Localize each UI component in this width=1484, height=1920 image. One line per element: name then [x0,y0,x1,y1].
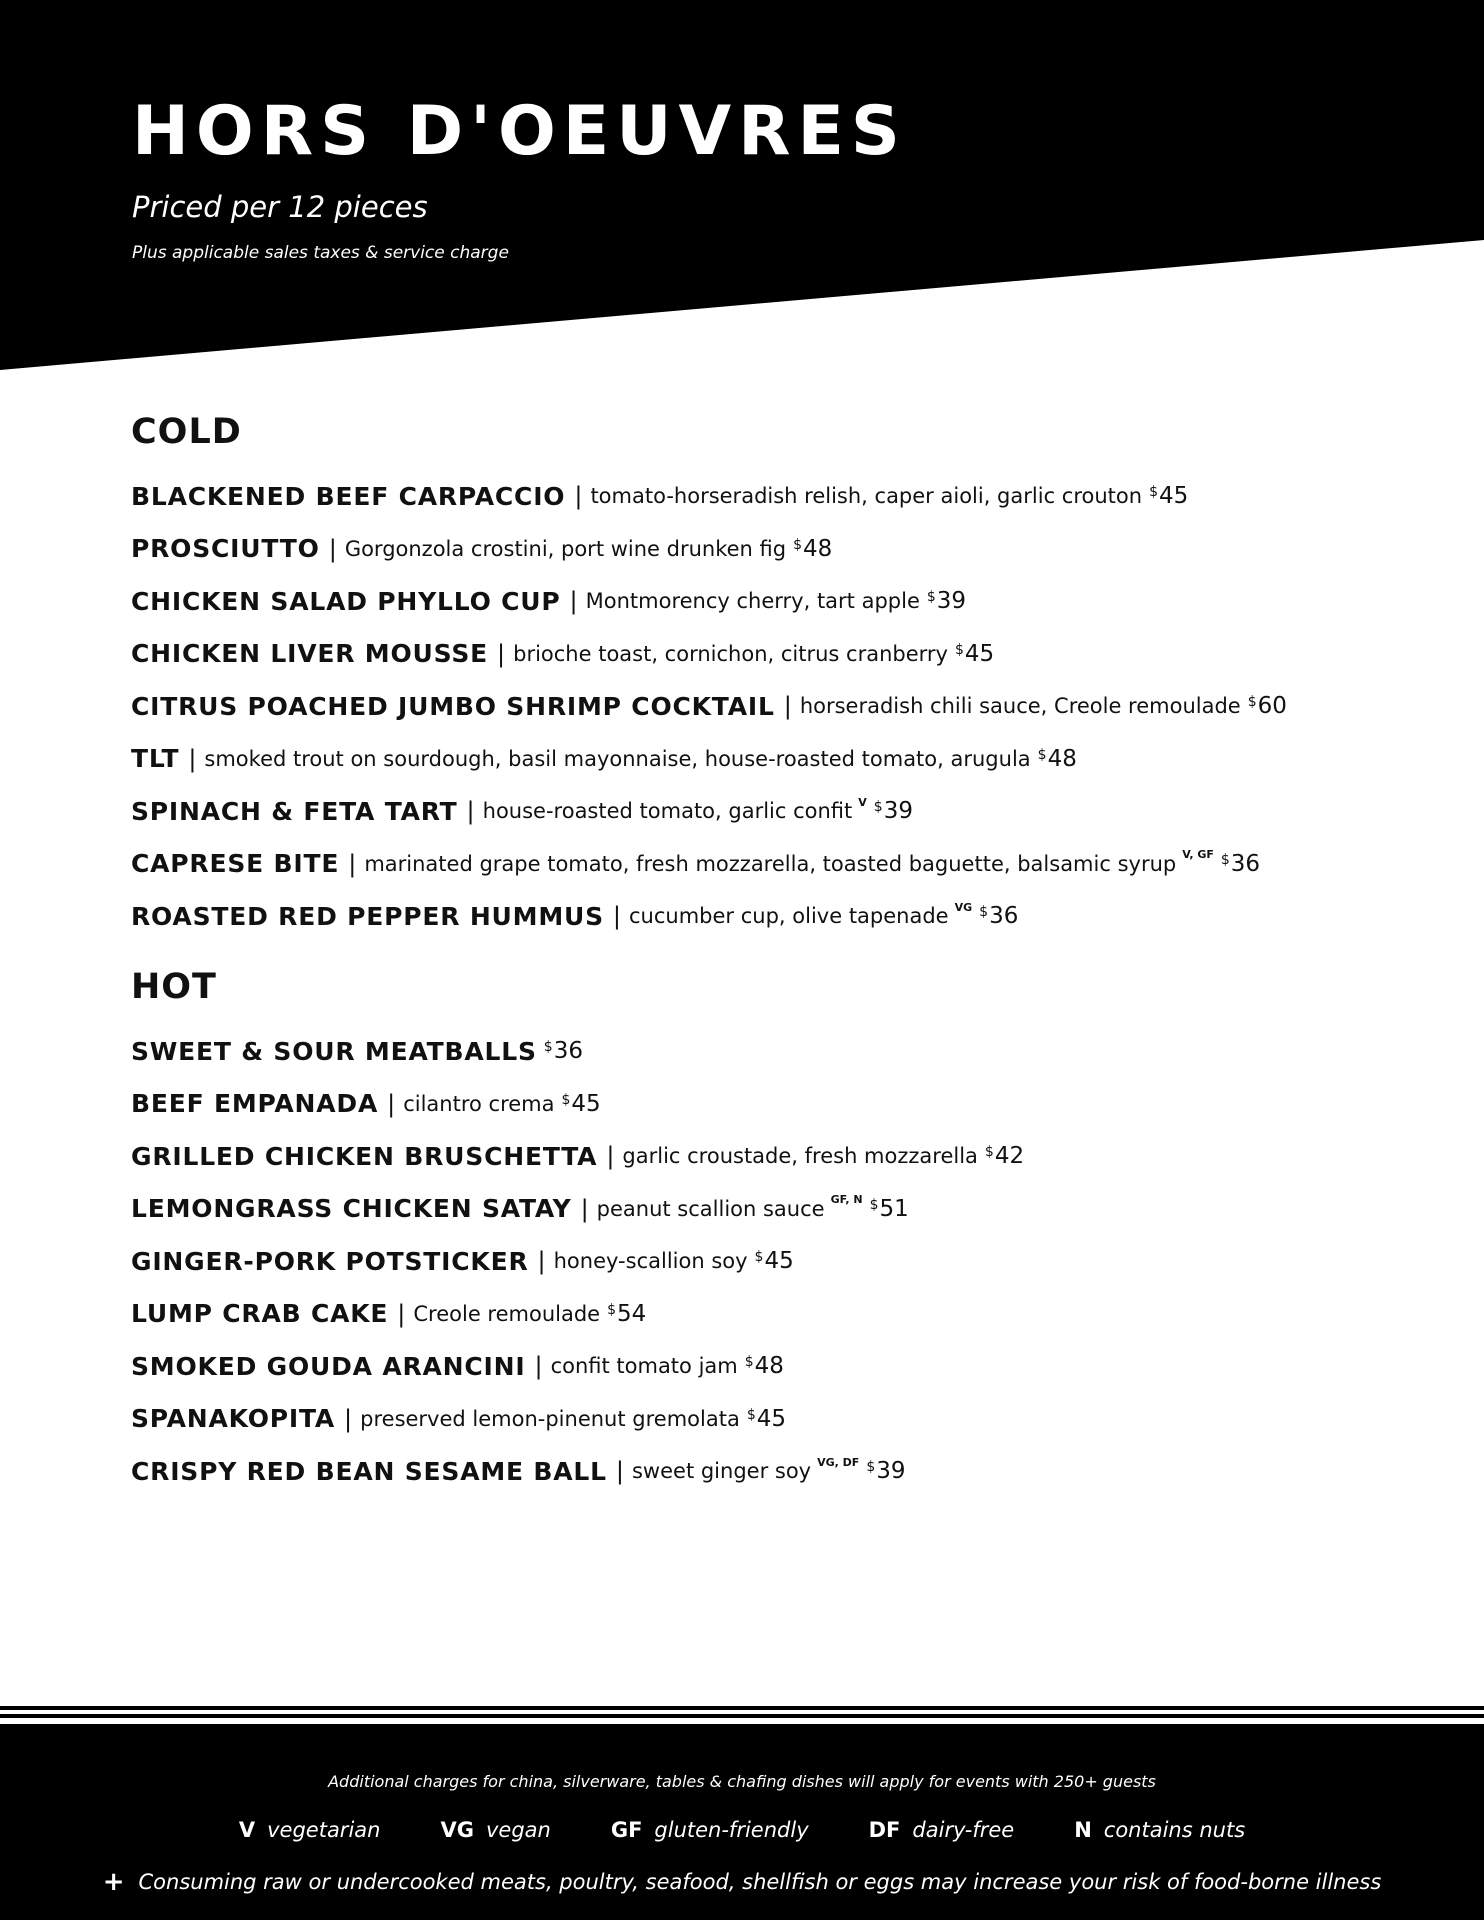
dollar-sign: $ [869,1196,879,1213]
dietary-legend [0,1818,1484,1842]
item-price [607,1301,646,1327]
price-value: 36 [1230,850,1261,877]
legend-label: vegan [485,1818,551,1842]
item-price [874,798,913,824]
warning-text: Consuming raw or undercooked meats, poultry, seafood, shellfish or eggs may increase your risk of food-borne illness [138,1870,1382,1894]
item-description: confit tomato jam [550,1354,738,1379]
item-price [793,536,832,562]
item-separator: | [537,1247,546,1276]
item-name: TLT [131,744,180,774]
item-name: CAPRESE BITE [131,849,340,879]
item-name: CITRUS POACHED JUMBO SHRIMP COCKTAIL [131,691,775,721]
section-cold [131,408,1431,943]
legend-code: DF [868,1818,901,1842]
item-description: Gorgonzola crostini, port wine drunken fig [344,536,787,561]
menu-item [131,1235,1431,1288]
legend-item [869,1818,1015,1842]
item-dietary-tags: VG, DF [817,1455,860,1469]
menu-item [131,890,1431,943]
item-description: Montmorency cherry, tart apple [585,589,920,614]
dollar-sign: $ [746,1406,756,1423]
legend-code: VG [440,1818,474,1842]
dollar-sign: $ [979,904,989,921]
menu-item [131,1393,1431,1446]
dollar-sign: $ [954,641,964,658]
menu-item [131,733,1431,786]
item-description: marinated grape tomato, fresh mozzarella, toasted baguette, balsamic syrup [364,851,1177,876]
item-description: garlic croustade, fresh mozzarella [622,1144,978,1169]
price-value: 48 [803,535,833,562]
legend-label: vegetarian [267,1818,381,1842]
dollar-sign: $ [793,536,803,553]
food-safety-warning [0,1867,1484,1897]
legend-label: gluten-friendly [654,1818,809,1842]
menu-item [131,680,1431,733]
dollar-sign: $ [1149,484,1158,501]
dollar-sign: $ [1220,851,1230,868]
item-price [1038,746,1077,772]
menu-item [131,523,1431,576]
price-value: 39 [883,798,913,825]
dollar-sign: $ [744,1354,754,1371]
item-description: horseradish chili sauce, Creole remoulade [799,694,1241,719]
price-value: 60 [1257,693,1287,720]
dollar-sign: $ [607,1301,617,1318]
price-value: 45 [764,1248,794,1275]
item-description: honey-scallion soy [553,1249,748,1274]
price-value: 45 [1158,483,1189,510]
item-price [562,1091,601,1117]
item-name: LEMONGRASS CHICKEN SATAY [131,1194,572,1224]
item-separator: | [497,639,506,668]
dollar-sign: $ [754,1249,764,1266]
menu-item [131,1445,1431,1498]
header-band [0,0,1484,370]
menu-item [131,1078,1431,1131]
price-value: 42 [994,1143,1025,1170]
item-description: smoked trout on sourdough, basil mayonnaise, house-roasted tomato, arugula [204,746,1031,771]
dollar-sign: $ [873,799,883,816]
item-dietary-tags: V [858,795,867,809]
plus-icon: + [102,1867,125,1897]
item-price [544,1038,583,1064]
dollar-sign: $ [1247,694,1257,711]
item-separator: | [344,1404,353,1433]
item-name: LUMP CRAB CAKE [131,1299,389,1329]
item-description: sweet ginger soy [631,1459,812,1484]
price-value: 51 [879,1195,909,1222]
item-price [870,1196,909,1222]
item-name: CHICKEN LIVER MOUSSE [131,639,489,669]
item-separator: | [783,692,792,721]
item-price [979,903,1018,929]
dollar-sign: $ [1037,746,1047,763]
item-price [955,641,994,667]
legend-code: GF [610,1818,643,1842]
menu-item [131,1130,1431,1183]
item-separator: | [188,744,197,773]
dollar-sign: $ [866,1459,876,1476]
item-description: Creole remoulade [413,1301,601,1326]
cold-item-list [131,470,1431,943]
legend-code: N [1074,1818,1092,1842]
dollar-sign: $ [926,589,936,606]
item-price [1149,483,1188,509]
dollar-sign: $ [984,1144,994,1161]
item-price [927,588,966,614]
price-value: 54 [617,1300,647,1327]
menu-item [131,1288,1431,1341]
dollar-sign: $ [561,1091,571,1108]
item-separator: | [580,1194,589,1223]
item-name: SPINACH & FETA TART [131,796,458,826]
page-title: HORS D'OEUVRES [132,92,907,171]
item-separator: | [612,902,622,931]
item-price [985,1143,1024,1169]
item-price [747,1406,786,1432]
section-title-hot: HOT [131,967,217,1007]
item-separator: | [348,849,357,878]
item-separator: | [387,1089,396,1118]
menu-item [131,785,1431,838]
item-dietary-tags: VG [954,900,973,914]
item-name: CHICKEN SALAD PHYLLO CUP [131,586,561,616]
legend-item [239,1818,381,1842]
legend-label: contains nuts [1103,1818,1246,1842]
price-value: 36 [553,1038,583,1065]
item-separator: | [466,797,475,826]
item-name: GINGER-PORK POTSTICKER [131,1246,529,1276]
menu-item [131,1183,1431,1236]
item-price [745,1353,784,1379]
section-hot [131,963,1431,1498]
item-name: SMOKED GOUDA ARANCINI [131,1351,526,1381]
price-value: 45 [756,1405,787,1432]
section-title-cold: COLD [131,412,242,452]
menu-item [131,1340,1431,1393]
menu-item [131,1025,1431,1078]
item-dietary-tags: GF, N [830,1193,863,1207]
price-value: 39 [936,588,967,615]
footer-band [0,1724,1484,1920]
footer [0,1706,1484,1920]
item-separator: | [328,534,337,563]
menu-item [131,575,1431,628]
item-description: tomato-horseradish relish, caper aioli, garlic crouton [590,484,1143,509]
item-separator: | [574,482,583,511]
item-description: cucumber cup, olive tapenade [629,904,949,929]
item-description: preserved lemon-pinenut gremolata [360,1406,740,1431]
item-separator: | [397,1299,406,1328]
item-separator: | [569,587,578,616]
item-separator: | [606,1142,615,1171]
menu-item [131,470,1431,523]
item-dietary-tags: V, GF [1182,848,1214,862]
price-value: 45 [964,640,995,667]
item-name: GRILLED CHICKEN BRUSCHETTA [131,1141,598,1171]
legend-item [440,1818,550,1842]
hot-item-list [131,1025,1431,1498]
item-separator: | [534,1352,543,1381]
legend-code: V [238,1818,256,1842]
item-description: peanut scallion sauce [596,1196,825,1221]
legend-item [1074,1818,1245,1842]
price-value: 36 [989,903,1019,930]
item-description: cilantro crema [403,1091,555,1116]
item-separator: | [615,1457,624,1486]
item-name: CRISPY RED BEAN SESAME BALL [131,1456,607,1486]
price-value: 48 [1047,745,1077,772]
tax-note: Plus applicable sales taxes & service charge [132,243,509,263]
menu-item [131,628,1431,681]
item-price [755,1248,794,1274]
item-price [1221,851,1260,877]
price-value: 45 [571,1090,601,1117]
item-name: PROSCIUTTO [131,534,320,564]
item-name: BEEF EMPANADA [131,1089,379,1119]
item-description: brioche toast, cornichon, citrus cranberry [513,641,948,666]
item-description: house-roasted tomato, garlic confit [482,799,853,824]
page-subtitle: Priced per 12 pieces [132,190,428,224]
dollar-sign: $ [543,1039,553,1056]
price-value: 48 [754,1353,784,1380]
price-value: 39 [876,1458,906,1485]
legend-label: dairy-free [912,1818,1015,1842]
item-name: BLACKENED BEEF CARPACCIO [131,481,566,511]
item-price [1248,693,1287,719]
item-name: SWEET & SOUR MEATBALLS [131,1036,537,1066]
item-name: SPANAKOPITA [131,1404,336,1434]
legend-item [611,1818,809,1842]
item-name: ROASTED RED PEPPER HUMMUS [131,901,604,931]
item-price [866,1458,905,1484]
menu-item [131,838,1431,891]
footer-note: Additional charges for china, silverware, tables & chafing dishes will apply for events with 250+ guests [328,1772,1156,1791]
